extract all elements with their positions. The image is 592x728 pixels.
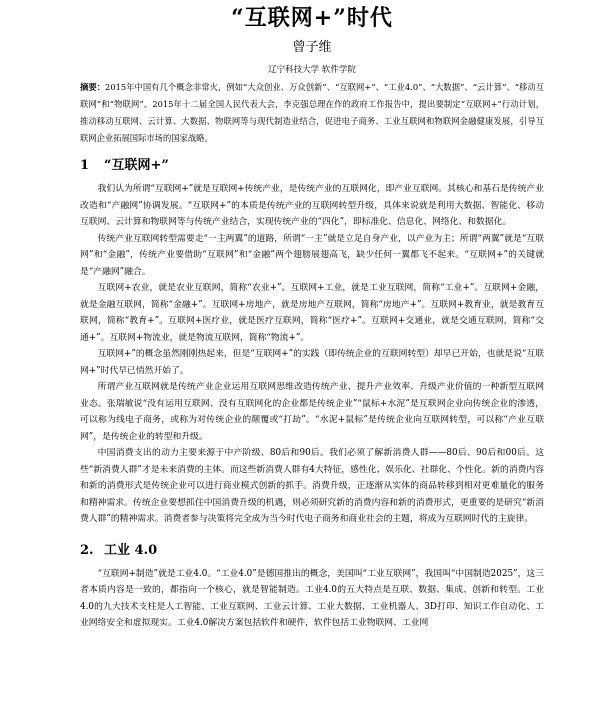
body-paragraph: 中国消费支出的动力主要来源于中产阶级、80后和90后。我们必须了解新消费人群——80后、90后和00后。这些“新消费人群”才是未来消费的主体。而这些新消费人群有4大特征，感性化、娱乐化、社群化、个性化。新的消费内容和新的消费形式是传统企业可以进行商业模式创新的抓手。消费升级，正逐渐从实体的商品转移到相对更难量化的服务和精神需求。传统企业要想抓住中国消费升级的机遇，则必须研究新的消费内容和新的消费形式，更重要的是研究“新消费人群”的精神需求。消费者参与决策将完全成为当今时代电子商务和商业社会的主题，将成为互联网时代的主旋律。 <box>80 448 544 524</box>
body-paragraph: 互联网+”的概念虽然刚刚热起来，但是“互联网+”的实践（即传统企业的互联网转型）却早已开始，也就是说“互联网+”时代早已悄然开始了。 <box>80 349 544 376</box>
abstract-label: 摘要： <box>80 82 106 92</box>
body-paragraph: 传统产业互联网转型需要走“一主两翼”的道路，所谓“一主”就是立足自身产业，以产业为主；所谓“两翼”就是“互联网”和“金融”，传统产业要借助“互联网”和“金融”两个翅膀展翅高飞，缺少任何一翼都飞不起来。“互联网+”的关键就是“产融网”融合。 <box>80 233 544 277</box>
section-title: “互联网+” <box>104 158 169 173</box>
section-heading-1 <box>80 157 544 175</box>
body-paragraph: “互联网+制造”就是工业4.0。“工业4.0”是德国推出的概念，美国叫“工业互联网”，我国叫“中国制造2025”，这三者本质内容是一致的，都指向一个核心，就是智能制造。工业4.0的五大特点是互联、数据、集成、创新和转型。工业4.0的九大技术支柱是人工智能、工业互联网、工业云计算、工业大数据、工业机器人、3D打印、知识工作自动化、工业网络安全和虚拟现实。工业4.0解决方案包括软件和硬件，软件包括工业物联网、工业网 <box>80 568 544 628</box>
body-paragraph: 所谓产业互联网就是传统产业企业运用互联网思维改造传统产业、提升产业效率、升级产业价值的一种新型互联网业态。张瑞敏说“没有运用互联网、没有互联网化的企业都是传统企业”“鼠标+水泥”是互联网企业向传统企业的渗透，可以称为线电子商务，或称为对传统企业的颠覆或“打劫”。“水泥+鼠标”是传统企业向互联网转型，可以称“产业互联网”，是传统企业的转型和升级。 <box>80 382 544 442</box>
section-heading-2 <box>80 542 544 560</box>
abstract-text: 2015年中国有几个概念非常火，例如“大众创业、万众创新”、“互联网+”、“工业4.0”、“大数据”、“云计算”、“移动互联网”和“物联网”。2015年十二届全国人民代表大会，李克强总理在作的政府工作报告中，提出要制定“互联网+”行动计划，推动移动互联网、云计算、大数据、物联网等与现代制造业结合，促进电子商务、工业互联网和物联网金融健康发展，引导互联网企业拓展国际市场的国家战略。 <box>80 82 544 143</box>
section-number: 1 <box>80 158 90 173</box>
affiliation: 辽宁科技大学 软件学院 <box>268 65 356 75</box>
section-title: 工业 4.0 <box>104 542 158 558</box>
paper-title: “互联网+”时代 <box>231 5 393 31</box>
abstract <box>80 79 544 147</box>
body-paragraph: 互联网+农业，就是农业互联网，简称“农业+”。互联网+工业，就是工业互联网，简称“工业+”。互联网+金融，就是金融互联网，简称“金融+”。互联网+房地产，就是房地产互联网，简称“房地产+”。互联网+教育业，就是教育互联网，简称“教育+”。互联网+医疗业，就是医疗互联网，简称“医疗+”。互联网+交通业，就是交通互联网，简称“交通+”。互联网+物流业，就是物流互联网，简称“物流+”。 <box>80 283 544 343</box>
author-name: 曾子维 <box>292 40 332 55</box>
section-number: 2. <box>80 542 94 558</box>
body-paragraph: 我们认为所谓“互联网+”就是互联网+传统产业，是传统产业的互联网化，即产业互联网。其核心和基石是传统产业改造和“产融网”协调发展。“互联网+”的本质是传统产业的互联网转型升级，具体来说就是利用大数据、智能化、移动互联网、云计算和物联网等与传统产业结合，实现传统产业的“四化”，即标准化、信息化、网络化、和数据化。 <box>80 184 544 227</box>
